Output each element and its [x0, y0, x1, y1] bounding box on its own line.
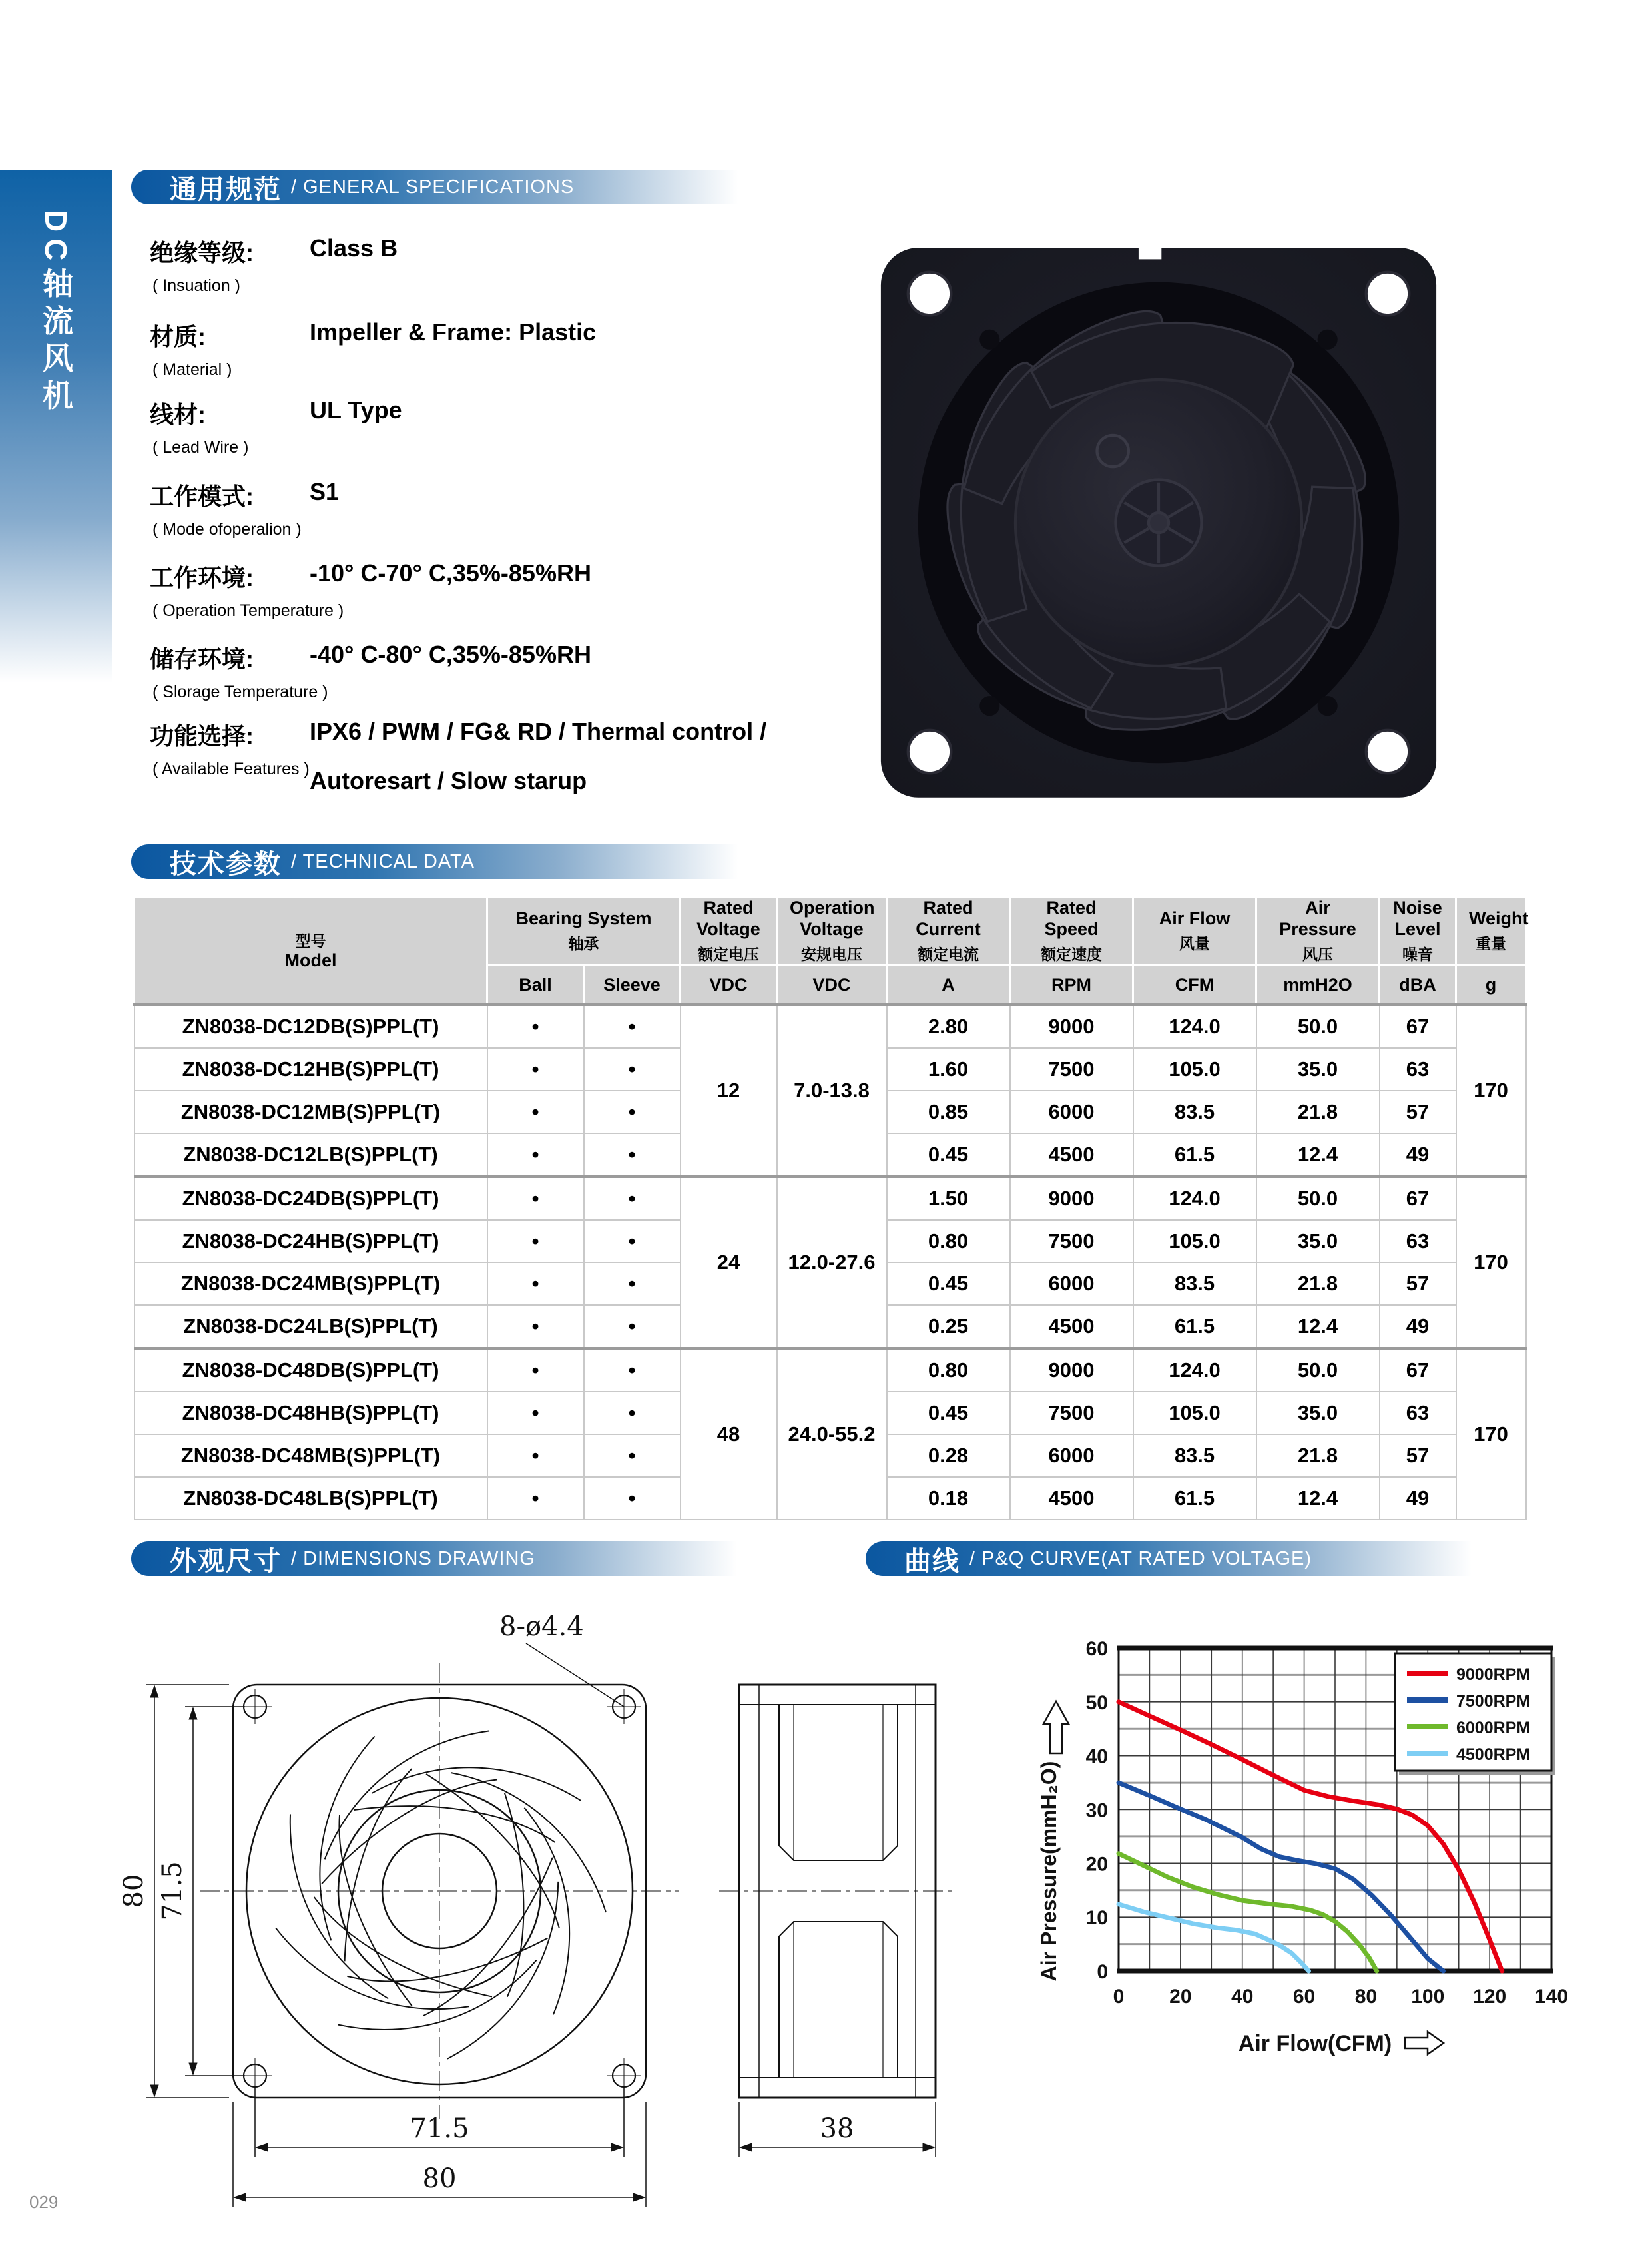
fan-product-photo [872, 236, 1445, 809]
fan-hub-center [1116, 480, 1202, 566]
col-header-air-pressure: Air Pressure 风压 [1256, 897, 1380, 966]
section-title-en: / TECHNICAL DATA [291, 850, 475, 872]
spec-row-lead-wire [150, 396, 922, 457]
x-tick: 100 [1411, 1986, 1445, 2008]
spec-value: S1 [310, 478, 340, 505]
pressure-cell: 12.4 [1256, 1133, 1380, 1177]
spec-row-material [150, 318, 922, 380]
section-title-zh: 通用规范 [170, 174, 282, 204]
speed-cell: 6000 [1010, 1434, 1133, 1477]
pressure-cell: 12.4 [1256, 1305, 1380, 1348]
model-cell: ZN8038-DC24DB(S)PPL(T) [135, 1177, 487, 1220]
rated-voltage-cell: 48 [681, 1348, 777, 1520]
x-tick: 40 [1231, 1986, 1254, 2008]
spec-label: 功能选择: [150, 722, 254, 750]
current-cell: 2.80 [887, 1005, 1010, 1048]
x-tick: 80 [1354, 1986, 1378, 2008]
noise-cell: 63 [1380, 1220, 1456, 1262]
sleeve-dot: • [584, 1392, 681, 1434]
y-tick: 0 [1097, 1961, 1108, 1983]
page-number: 029 [29, 2192, 59, 2212]
current-cell: 1.50 [887, 1177, 1010, 1220]
x-tick: 60 [1292, 1986, 1316, 2008]
col-header-noise: Noise Level 噪音 [1380, 897, 1456, 966]
model-cell: ZN8038-DC24MB(S)PPL(T) [135, 1262, 487, 1305]
airflow-cell: 61.5 [1133, 1133, 1256, 1177]
current-cell: 1.60 [887, 1048, 1010, 1091]
airflow-cell: 83.5 [1133, 1091, 1256, 1133]
airflow-cell: 105.0 [1133, 1392, 1256, 1434]
spec-value: -40° C-80° C,35%-85%RH [310, 641, 591, 668]
y-tick: 10 [1085, 1907, 1108, 1930]
col-header-operation-voltage: Operation Voltage 安规电压 [777, 897, 887, 966]
speed-cell: 7500 [1010, 1048, 1133, 1091]
technical-table-body [135, 1005, 1526, 1520]
current-cell: 0.80 [887, 1220, 1010, 1262]
unit-sleeve: Sleeve [584, 966, 681, 1005]
unit-rpm: RPM [1010, 966, 1133, 1005]
dim-depth: 38 [820, 2113, 854, 2144]
spec-row-mode [150, 478, 922, 539]
noise-cell: 67 [1380, 1177, 1456, 1220]
unit-a: A [887, 966, 1010, 1005]
spec-value: Impeller & Frame: Plastic [310, 318, 597, 346]
legend-label: 7500RPM [1456, 1692, 1531, 1711]
spec-label: 线材: [150, 401, 206, 428]
noise-cell: 49 [1380, 1305, 1456, 1348]
x-axis-title: Air Flow(CFM) [1238, 2031, 1392, 2056]
sleeve-dot: • [584, 1005, 681, 1048]
pressure-cell: 21.8 [1256, 1262, 1380, 1305]
noise-cell: 57 [1380, 1434, 1456, 1477]
airflow-cell: 83.5 [1133, 1262, 1256, 1305]
rated-voltage-cell: 12 [681, 1005, 777, 1177]
model-cell: ZN8038-DC48DB(S)PPL(T) [135, 1348, 487, 1392]
fan-frame-notch [1139, 245, 1161, 260]
model-cell: ZN8038-DC24LB(S)PPL(T) [135, 1305, 487, 1348]
noise-cell: 63 [1380, 1392, 1456, 1434]
operation-voltage-cell: 7.0-13.8 [777, 1005, 887, 1177]
table-row [135, 1348, 1526, 1392]
spec-sublabel: ( Insuation ) [152, 276, 241, 295]
ball-dot: • [487, 1262, 584, 1305]
pressure-cell: 50.0 [1256, 1177, 1380, 1220]
dim-callout: 8-ø4.4 [499, 1611, 584, 1642]
ball-dot: • [487, 1048, 584, 1091]
sleeve-dot: • [584, 1091, 681, 1133]
model-cell: ZN8038-DC12LB(S)PPL(T) [135, 1133, 487, 1177]
dim-front-height: 80 [119, 1874, 149, 1908]
speed-cell: 9000 [1010, 1348, 1133, 1392]
noise-cell: 57 [1380, 1262, 1456, 1305]
speed-cell: 7500 [1010, 1220, 1133, 1262]
noise-cell: 49 [1380, 1477, 1456, 1520]
sleeve-dot: • [584, 1477, 681, 1520]
noise-cell: 63 [1380, 1048, 1456, 1091]
sleeve-dot: • [584, 1177, 681, 1220]
current-cell: 0.25 [887, 1305, 1010, 1348]
legend-label: 6000RPM [1456, 1719, 1531, 1737]
spec-row-storage-temp [150, 641, 922, 702]
sidebar-category-tab [0, 170, 112, 683]
airflow-cell: 61.5 [1133, 1477, 1256, 1520]
speed-cell: 4500 [1010, 1133, 1133, 1177]
spec-sublabel: ( Operation Temperature ) [152, 601, 344, 620]
spec-sublabel: ( Mode ofoperalion ) [152, 520, 302, 539]
unit-g: g [1456, 966, 1526, 1005]
spec-label: 绝缘等级: [150, 239, 254, 266]
airflow-cell: 105.0 [1133, 1048, 1256, 1091]
y-tick: 50 [1085, 1691, 1108, 1714]
ball-dot: • [487, 1091, 584, 1133]
col-header-rated-speed: Rated Speed 额定速度 [1010, 897, 1133, 966]
spec-value: -10° C-70° C,35%-85%RH [310, 559, 591, 587]
pressure-cell: 35.0 [1256, 1048, 1380, 1091]
section-title-zh: 技术参数 [170, 849, 282, 879]
section-title-en: / P&Q CURVE(AT RATED VOLTAGE) [969, 1547, 1312, 1569]
sleeve-dot: • [584, 1348, 681, 1392]
sleeve-dot: • [584, 1305, 681, 1348]
speed-cell: 4500 [1010, 1305, 1133, 1348]
spec-label: 工作模式: [150, 483, 254, 510]
airflow-cell: 83.5 [1133, 1434, 1256, 1477]
current-cell: 0.45 [887, 1133, 1010, 1177]
centerlines [200, 1663, 956, 2119]
pq-curve-chart [1012, 1615, 1598, 2081]
spec-label: 材质: [150, 323, 206, 350]
ball-dot: • [487, 1434, 584, 1477]
speed-cell: 4500 [1010, 1477, 1133, 1520]
y-tick: 20 [1085, 1853, 1108, 1876]
technical-data-table [133, 896, 1527, 1520]
speed-cell: 7500 [1010, 1392, 1133, 1434]
sleeve-dot: • [584, 1262, 681, 1305]
dim-front-width: 80 [422, 2163, 457, 2194]
y-tick: 60 [1085, 1638, 1108, 1660]
x-tick: 120 [1473, 1986, 1507, 2008]
airflow-cell: 124.0 [1133, 1005, 1256, 1048]
sidebar-category-title: DC轴流风机 [39, 210, 73, 417]
model-cell: ZN8038-DC48HB(S)PPL(T) [135, 1392, 487, 1434]
current-cell: 0.45 [887, 1392, 1010, 1434]
y-axis-title: Air Pressure(mmH₂O) [1037, 1761, 1061, 1982]
operation-voltage-cell: 24.0-55.2 [777, 1348, 887, 1520]
spec-value: IPX6 / PWM / FG& RD / Thermal control / [310, 718, 767, 745]
y-tick: 30 [1085, 1799, 1108, 1822]
section-header-dimensions [131, 1541, 756, 1576]
ball-dot: • [487, 1220, 584, 1262]
spec-row-operation-temp [150, 559, 922, 621]
sleeve-dot: • [584, 1133, 681, 1177]
spec-sublabel: ( Slorage Temperature ) [152, 683, 328, 701]
ball-dot: • [487, 1392, 584, 1434]
dimensions-drawing [93, 1605, 1012, 2224]
dim-hole-pitch-v: 71.5 [157, 1861, 188, 1921]
spec-sublabel: ( Available Features ) [152, 760, 310, 778]
current-cell: 0.80 [887, 1348, 1010, 1392]
unit-dba: dBA [1380, 966, 1456, 1005]
current-cell: 0.28 [887, 1434, 1010, 1477]
table-row [135, 1005, 1526, 1048]
pressure-cell: 50.0 [1256, 1005, 1380, 1048]
unit-mmh2o: mmH2O [1256, 966, 1380, 1005]
section-title-zh: 外观尺寸 [170, 1546, 282, 1576]
y-tick: 40 [1085, 1745, 1108, 1768]
spec-value: UL Type [310, 396, 402, 423]
pressure-cell: 35.0 [1256, 1392, 1380, 1434]
section-header-technical [131, 844, 757, 879]
x-tick: 20 [1169, 1986, 1192, 2008]
speed-cell: 9000 [1010, 1005, 1133, 1048]
pressure-cell: 35.0 [1256, 1220, 1380, 1262]
current-cell: 0.85 [887, 1091, 1010, 1133]
table-row [135, 1177, 1526, 1220]
ball-dot: • [487, 1305, 584, 1348]
ball-dot: • [487, 1348, 584, 1392]
noise-cell: 67 [1380, 1348, 1456, 1392]
noise-cell: 57 [1380, 1091, 1456, 1133]
curve-4500RPM [1119, 1904, 1309, 1971]
pressure-cell: 21.8 [1256, 1434, 1380, 1477]
ball-dot: • [487, 1005, 584, 1048]
section-title-en: / GENERAL SPECIFICATIONS [291, 176, 575, 198]
section-header-curve [866, 1541, 1490, 1576]
model-cell: ZN8038-DC12DB(S)PPL(T) [135, 1005, 487, 1048]
section-title-en: / DIMENSIONS DRAWING [291, 1547, 535, 1569]
col-header-weight: Weight 重量 [1456, 897, 1526, 966]
unit-cfm: CFM [1133, 966, 1256, 1005]
operation-voltage-cell: 12.0-27.6 [777, 1177, 887, 1348]
x-tick: 0 [1113, 1986, 1125, 2008]
weight-cell: 170 [1456, 1005, 1526, 1177]
ball-dot: • [487, 1133, 584, 1177]
col-header-air-flow: Air Flow 风量 [1133, 897, 1256, 966]
spec-row-insulation [150, 234, 922, 296]
model-cell: ZN8038-DC48LB(S)PPL(T) [135, 1477, 487, 1520]
spec-value: Class B [310, 234, 398, 262]
speed-cell: 9000 [1010, 1177, 1133, 1220]
col-header-rated-current: Rated Current 额定电流 [887, 897, 1010, 966]
rated-voltage-cell: 24 [681, 1177, 777, 1348]
sleeve-dot: • [584, 1434, 681, 1477]
dimension-lines [146, 1643, 936, 2207]
current-cell: 0.18 [887, 1477, 1010, 1520]
unit-vdc-operation: VDC [777, 966, 887, 1005]
unit-ball: Ball [487, 966, 584, 1005]
weight-cell: 170 [1456, 1348, 1526, 1520]
col-header-rated-voltage: Rated Voltage 额定电压 [681, 897, 777, 966]
sleeve-dot: • [584, 1220, 681, 1262]
section-header-general [131, 170, 757, 204]
up-arrow-icon [1043, 1701, 1069, 1753]
spec-value-line2: Autoresart / Slow starup [310, 767, 587, 794]
col-header-model: 型号 Model [135, 897, 487, 1005]
col-header-bearing: Bearing System 轴承 [487, 897, 681, 966]
impeller-blades-drawing [242, 1693, 643, 2095]
ball-dot: • [487, 1477, 584, 1520]
weight-cell: 170 [1456, 1177, 1526, 1348]
unit-vdc-rated: VDC [681, 966, 777, 1005]
model-cell: ZN8038-DC48MB(S)PPL(T) [135, 1434, 487, 1477]
spec-sublabel: ( Lead Wire ) [152, 438, 249, 457]
current-cell: 0.45 [887, 1262, 1010, 1305]
speed-cell: 6000 [1010, 1091, 1133, 1133]
noise-cell: 67 [1380, 1005, 1456, 1048]
spec-label: 工作环境: [150, 564, 254, 591]
pressure-cell: 50.0 [1256, 1348, 1380, 1392]
airflow-cell: 124.0 [1133, 1348, 1256, 1392]
airflow-cell: 105.0 [1133, 1220, 1256, 1262]
sleeve-dot: • [584, 1048, 681, 1091]
dim-hole-pitch-h: 71.5 [410, 2113, 469, 2144]
x-tick: 140 [1534, 1986, 1569, 2008]
section-title-zh: 曲线 [904, 1546, 960, 1576]
legend-label: 4500RPM [1456, 1745, 1531, 1764]
model-cell: ZN8038-DC12MB(S)PPL(T) [135, 1091, 487, 1133]
model-cell: ZN8038-DC24HB(S)PPL(T) [135, 1220, 487, 1262]
ball-dot: • [487, 1177, 584, 1220]
pressure-cell: 12.4 [1256, 1477, 1380, 1520]
model-cell: ZN8038-DC12HB(S)PPL(T) [135, 1048, 487, 1091]
airflow-cell: 124.0 [1133, 1177, 1256, 1220]
legend-label: 9000RPM [1456, 1665, 1531, 1684]
spec-label: 储存环境: [150, 645, 254, 673]
pressure-cell: 21.8 [1256, 1091, 1380, 1133]
noise-cell: 49 [1380, 1133, 1456, 1177]
speed-cell: 6000 [1010, 1262, 1133, 1305]
right-arrow-icon [1405, 2032, 1444, 2054]
airflow-cell: 61.5 [1133, 1305, 1256, 1348]
spec-sublabel: ( Material ) [152, 360, 232, 379]
